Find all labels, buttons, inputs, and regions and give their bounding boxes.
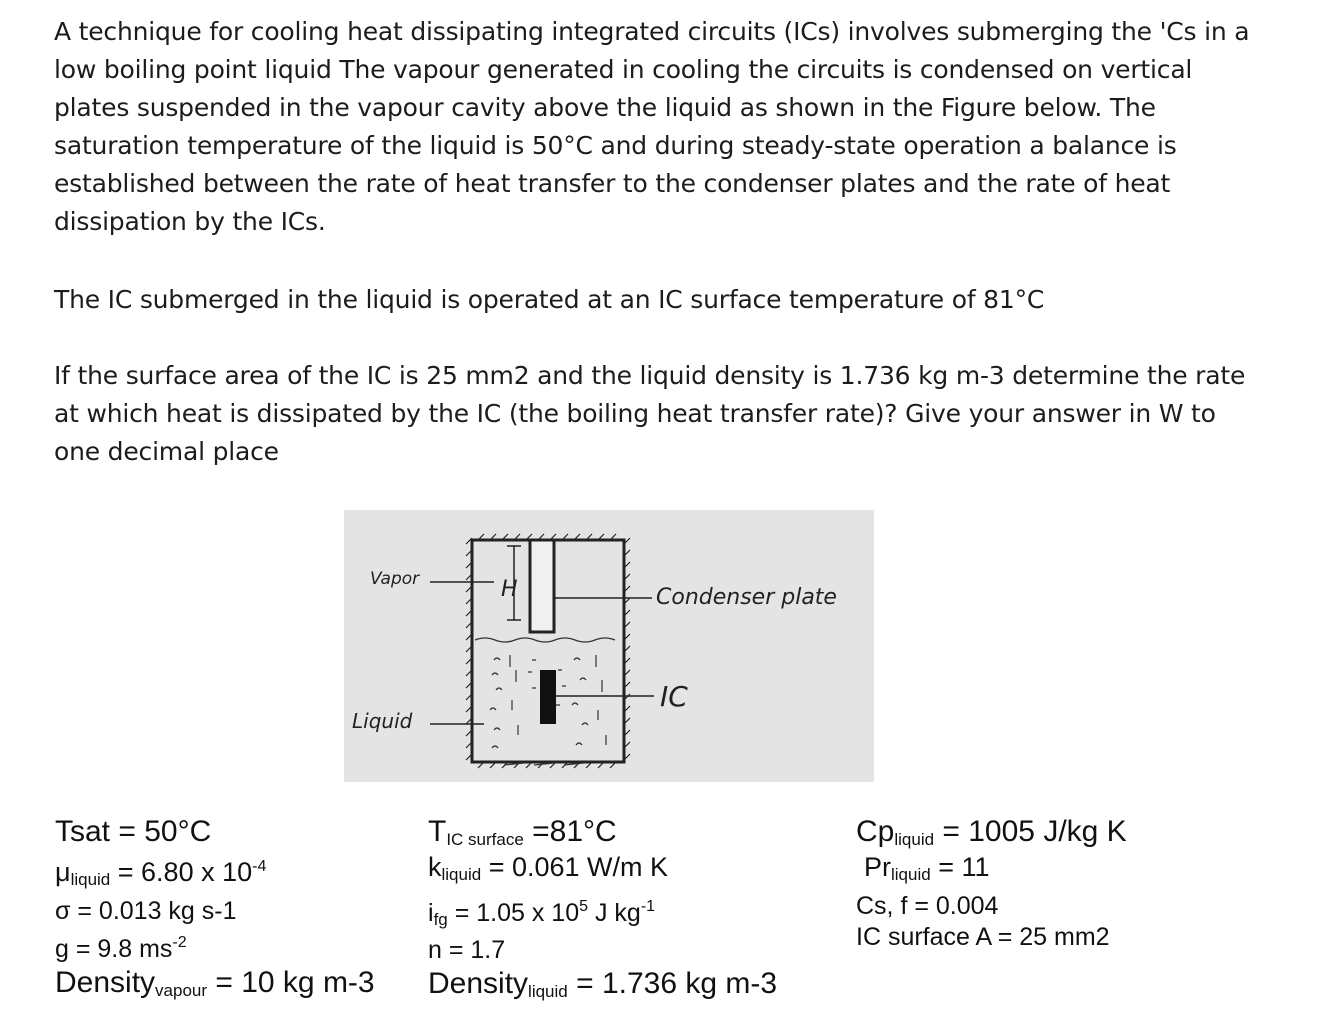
ifg-symbol: i [428,899,434,927]
ic-chip [540,670,556,724]
k-liquid-param [428,851,777,891]
tsat-param: Tsat = 50°C [55,815,212,848]
parameters-column-3 [856,814,1127,953]
question-paragraph-task: If the surface area of the IC is 25 mm2 and the liquid density is 1.736 kg m-3 determine the rate at which heat is dissipated by the IC (the boiling heat transfer rate)? Give your answer in W to one decimal place [54,361,1246,466]
condenser-plate-label: Condenser plate [656,585,837,610]
question-paragraph-ic-temperature: The IC submerged in the liquid is operated at an IC surface temperature of 81°C [54,285,1045,314]
t-subscript: IC surface [446,830,524,849]
ic-area-param: IC surface A = 25 mm2 [856,923,1110,951]
ic-cooling-figure [344,510,874,782]
density-liquid-value: = 1.736 kg m-3 [567,967,778,1000]
ic-surface-temp-param [428,814,777,851]
ifg-exponent: 5 [579,898,589,915]
k-symbol: k [428,852,442,882]
mu-liquid-param [55,851,375,896]
ifg-param [428,891,777,935]
density-liquid-subscript: liquid [528,982,568,1001]
density-vapour-param [55,965,375,1009]
gravity-exponent: -2 [172,934,187,951]
ifg-value: = 1.05 x 10 [447,899,580,927]
n-param: n = 1.7 [428,936,506,964]
ifg-unit-exponent: -1 [640,898,656,915]
parameters-column-2 [428,814,777,1010]
pr-liquid-param [856,851,1127,891]
density-vapour-value: = 10 kg m-3 [207,966,375,999]
mu-value: = 6.80 x 10 [110,857,253,887]
cp-symbol: Cp [856,815,895,848]
figure-drawing [344,510,874,782]
pr-subscript: liquid [891,865,931,884]
ifg-unit: J kg [588,899,641,927]
density-vapour-subscript: vapour [155,981,208,1000]
parameters-column-1 [55,814,375,1009]
cp-subscript: liquid [894,830,935,849]
h-label: H [501,577,518,602]
pr-value: = 11 [930,852,990,882]
csf-param: Cs, f = 0.004 [856,892,999,920]
t-value: =81°C [523,815,617,848]
cp-value: = 1005 J/kg K [934,815,1127,848]
pr-symbol: Pr [864,852,891,882]
sigma-param: σ = 0.013 kg s-1 [55,897,237,925]
density-vapour-main: Density [55,966,156,999]
vapor-label: Vapor [370,569,420,589]
question-paragraph-intro: A technique for cooling heat dissipating integrated circuits (ICs) involves submerging the 'Cs in a low boiling point liquid The vapour generated in cooling the circuits is condensed on vertical plates suspended in the vapour cavity above the liquid as shown in the Figure below. The saturation temperature of the liquid is 50°C and during steady-state operation a balance is established between the rate of heat transfer to the condenser plates and the rate of heat dissipation by the ICs. [54,17,1250,236]
condenser-plate [530,540,554,632]
liquid-surface [475,638,615,642]
mu-symbol: μ [55,857,71,887]
mu-subscript: liquid [70,870,111,889]
density-liquid-param [428,966,777,1010]
cp-liquid-param [856,814,1127,851]
liquid-label: Liquid [352,709,413,733]
t-symbol: T [428,815,447,848]
mu-exponent: -4 [252,858,267,875]
gravity-value: g = 9.8 ms [55,935,173,963]
ifg-subscript: fg [433,910,448,929]
density-liquid-main: Density [428,967,529,1000]
k-value: = 0.061 W/m K [481,852,669,882]
ic-label: IC [660,680,688,713]
gravity-param [55,927,375,965]
k-subscript: liquid [441,865,482,884]
